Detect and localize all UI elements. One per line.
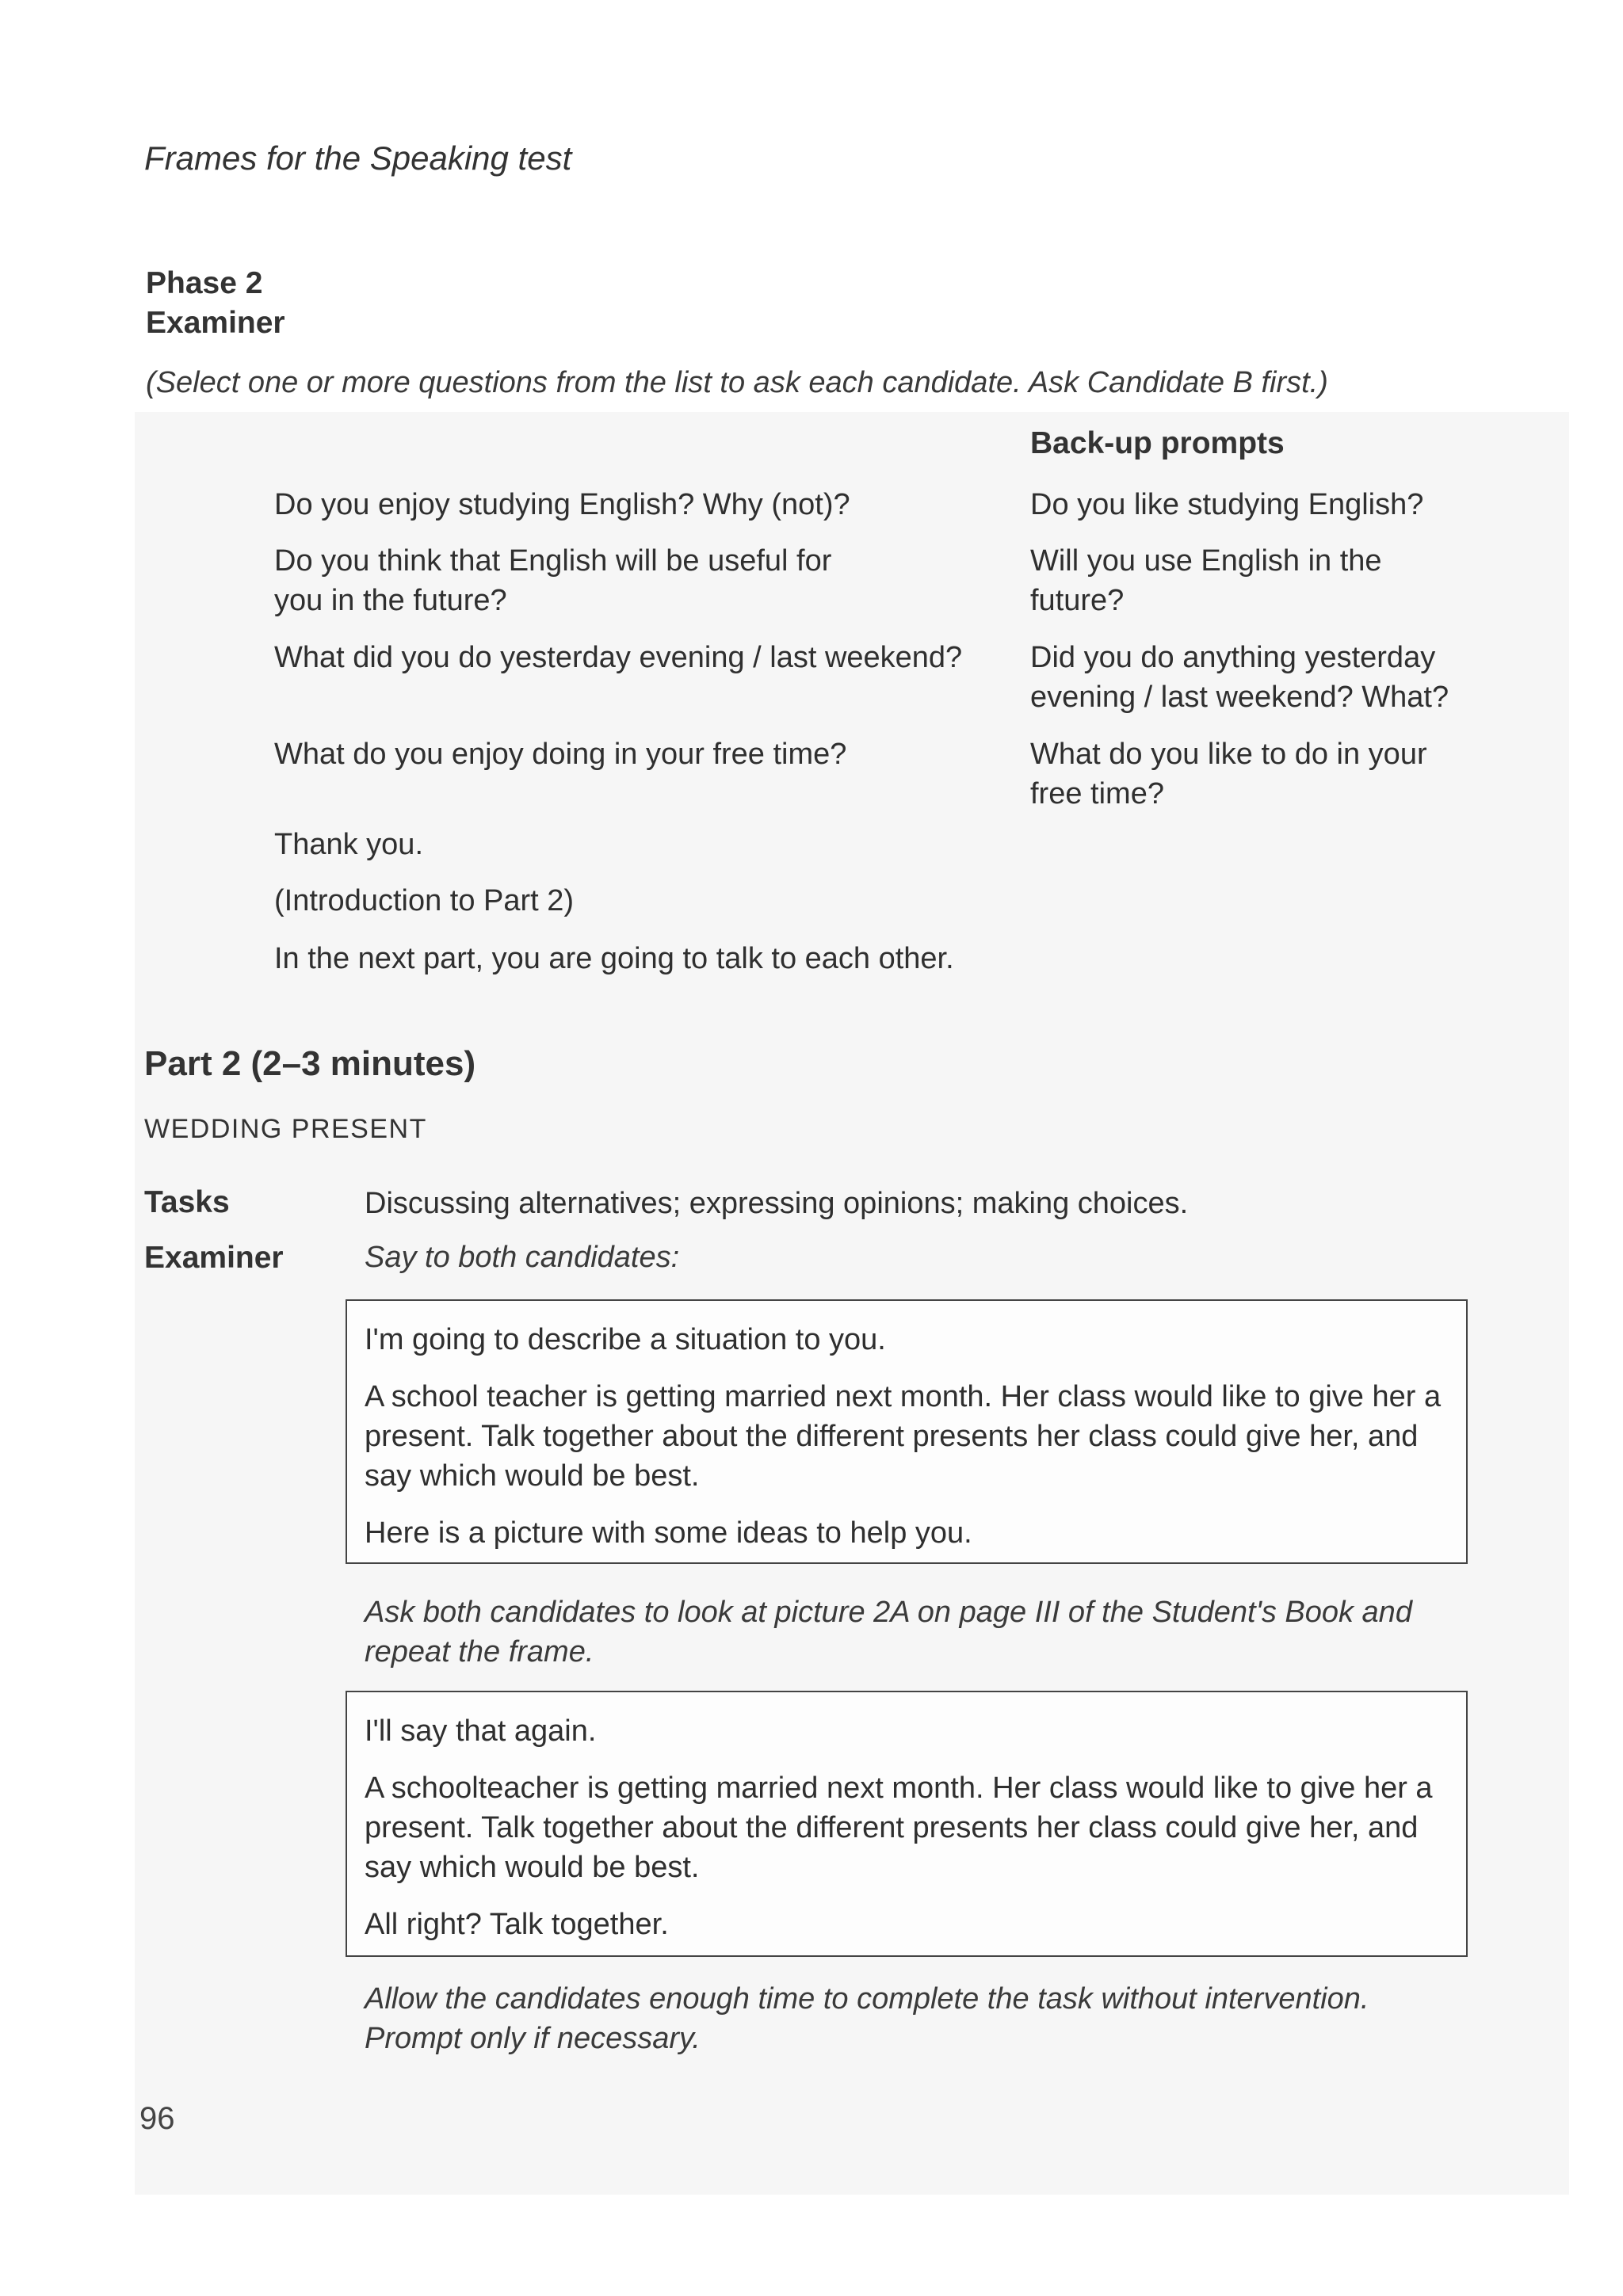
- question-4: What do you enjoy doing in your free time?: [274, 738, 847, 771]
- running-head: Frames for the Speaking test: [144, 139, 572, 177]
- phase-title: Phase 2: [146, 266, 263, 300]
- question-3: What did you do yesterday evening / last weekend?: [274, 641, 963, 674]
- page-number: 96: [139, 2101, 175, 2136]
- frame2-line-3: All right? Talk together.: [365, 1908, 669, 1941]
- backup-prompt-4: What do you like to do in your free time?: [1030, 738, 1427, 810]
- instruction-2: Allow the candidates enough time to complete the task without intervention. Prompt only if necessary.: [365, 1982, 1369, 2055]
- closing-next-part: In the next part, you are going to talk to each other.: [274, 942, 954, 975]
- frame1-line-3: Here is a picture with some ideas to help you.: [365, 1516, 972, 1550]
- frame1-line-2: A school teacher is getting married next month. Her class would like to give her a present. Talk together about the different presents her class could give her, and say which would be best.: [365, 1380, 1442, 1493]
- part2-title: Part 2 (2–3 minutes): [144, 1044, 476, 1083]
- part2-subtitle: WEDDING PRESENT: [144, 1114, 427, 1144]
- closing-thanks: Thank you.: [274, 828, 423, 861]
- tasks-text: Discussing alternatives; expressing opinions; making choices.: [365, 1187, 1189, 1220]
- instruction-1: Ask both candidates to look at picture 2A on page III of the Student's Book and repeat the frame.: [365, 1596, 1412, 1669]
- question-2: Do you think that English will be useful for you in the future?: [274, 544, 832, 617]
- frame2-line-1: I'll say that again.: [365, 1714, 597, 1748]
- phase-role: Examiner: [146, 306, 285, 340]
- closing-intro-part2: (Introduction to Part 2): [274, 884, 575, 917]
- examiner-text: Say to both candidates:: [365, 1241, 680, 1274]
- question-1: Do you enjoy studying English? Why (not)?: [274, 488, 850, 521]
- backup-prompts-header: Back-up prompts: [1030, 426, 1285, 460]
- backup-prompt-1: Do you like studying English?: [1030, 488, 1424, 521]
- phase-instruction: (Select one or more questions from the list to ask each candidate. Ask Candidate B first.): [146, 366, 1328, 399]
- tasks-label: Tasks: [144, 1185, 230, 1219]
- examiner-label: Examiner: [144, 1241, 284, 1275]
- frame-box-1: [346, 1299, 1468, 1564]
- frame1-line-1: I'm going to describe a situation to you.: [365, 1323, 886, 1356]
- frame2-line-2: A schoolteacher is getting married next month. Her class would like to give her a present. Talk together about the different presents her class could give her, and say which would be best.: [365, 1772, 1433, 1884]
- frame-box-2: [346, 1691, 1468, 1957]
- backup-prompt-3: Did you do anything yesterday evening / last weekend? What?: [1030, 641, 1449, 714]
- backup-prompt-2: Will you use English in the future?: [1030, 544, 1382, 617]
